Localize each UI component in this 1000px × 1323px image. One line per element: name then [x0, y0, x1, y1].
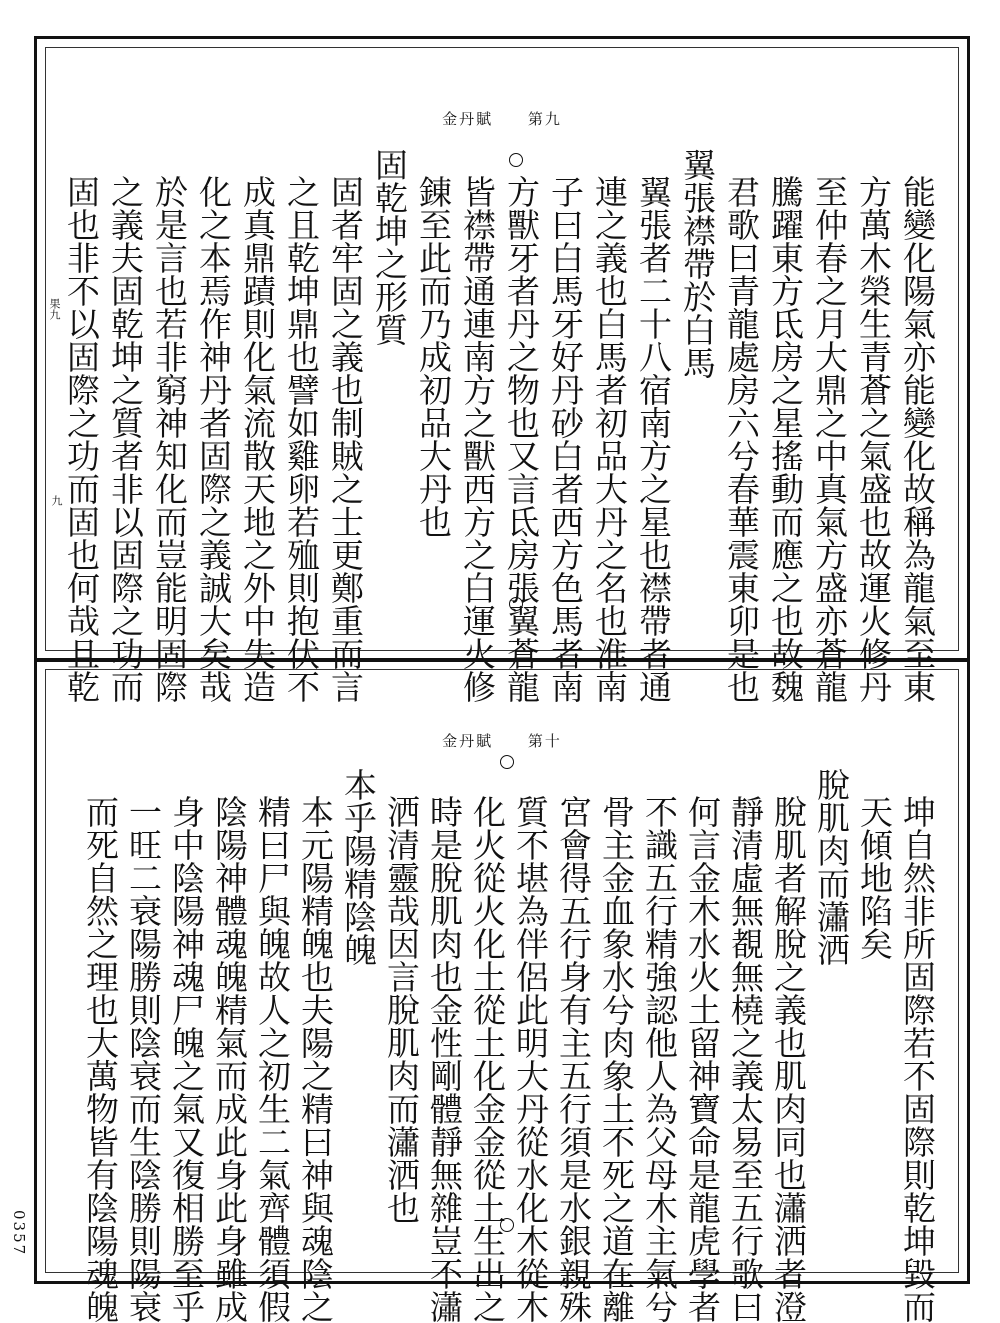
bottom-text-column: 一旺二衰陽勝則陰衰而生陰勝則陽衰: [124, 795, 163, 1323]
bottom-header-title: 金丹賦: [442, 732, 494, 750]
top-text-column: 能變化陽氣亦能變化故稱為龍氣至東: [898, 175, 937, 703]
bottom-text-column: 何言金木水火土留神寶命是龍虎學者: [683, 795, 722, 1323]
bottom-text-column: 而死自然之理也大萬物皆有陰陽魂魄: [81, 795, 120, 1323]
top-header-page: 第九: [527, 110, 562, 128]
top-text-column: 固者牢固之義也制賊之士更鄭重而言: [326, 175, 365, 703]
bottom-text-column: 身中陰陽神魂尸魄之氣又復相勝至乎: [167, 795, 206, 1323]
top-text-column: 於是言也若非窮神知化而豈能明固際: [150, 175, 189, 703]
top-text-column: 化之本焉作神丹者固際之義誠大矣哉: [194, 175, 233, 703]
top-text-column: 固也非不以固際之功而固也何哉且乾: [62, 175, 101, 703]
top-text-column: 皆襟帶通連南方之獸西方之白運火修: [458, 175, 497, 703]
top-text-column: 錬至此而乃成初品大丹也: [414, 175, 453, 538]
bottom-text-column: 不識五行精強認他人為父母木主氣兮: [640, 795, 679, 1323]
bottom-header-page: 第十: [527, 732, 562, 750]
bottom-text-column: 質不堪為伴侶此明大丹從水化木從木: [511, 795, 550, 1323]
bottom-text-column: 本元陽精魄也夫陽之精曰神與魂陰之: [296, 795, 335, 1323]
top-text-column: 之且乾坤鼎也譬如雞卵若殈則抱伏不: [282, 175, 321, 703]
bottom-text-column: 陰陽神體魂魄精氣而成此身此身雖成: [210, 795, 249, 1323]
top-text-column: 騰躍東方氐房之星搖動而應之也故魏: [766, 175, 805, 703]
top-header-title: 金丹賦: [442, 110, 494, 128]
bottom-text-column: 坤自然非所固際若不固際則乾坤毀而: [898, 795, 937, 1323]
bottom-text-column: 本乎陽精陰魄: [339, 768, 378, 966]
page-number: 0357: [10, 1210, 28, 1257]
top-text-column: 連之義也白馬者初品大丹之名也淮南: [590, 175, 629, 703]
bottom-text-column: 時是脫肌肉也金性剛體靜無雜豈不瀟: [425, 795, 464, 1323]
top-text-column: 君歌曰青龍處房六兮春華震東卯是也: [722, 175, 761, 703]
bottom-page-header: [46, 730, 958, 751]
top-text-column: 方萬木榮生青蒼之氣盛也故運火修丹: [854, 175, 893, 703]
column-marker-circle: [509, 153, 523, 167]
bottom-text-column: 化火從火化土從土化金金從土生出之: [468, 795, 507, 1323]
bottom-text-column: 洒清靈哉因言脫肌肉而瀟洒也: [382, 795, 421, 1224]
top-text-column: 翼張者二十八宿南方之星也襟帶者通: [634, 175, 673, 703]
bottom-text-column: 宮會得五行身有主五行須是水銀親殊: [554, 795, 593, 1323]
top-text-column: 固乾坤之形質: [370, 148, 409, 346]
top-text-column: 子曰白馬牙好丹砂白者西方色馬者南: [546, 175, 585, 703]
bottom-text-column: 骨主金血象水兮肉象土不死之道在離: [597, 795, 636, 1323]
top-text-column: 成真鼎蹟則化氣流散天地之外中失造: [238, 175, 277, 703]
column-marker-circle: [500, 755, 514, 769]
top-margin-note: 果九: [48, 298, 61, 320]
top-text-column: 翼張襟帶於白馬: [678, 148, 717, 379]
bottom-text-column: 脫肌者解脫之義也肌肉同也瀟洒者澄: [769, 795, 808, 1323]
top-margin-note-2: 九: [50, 495, 63, 506]
bottom-text-column: 精曰尸與魄故人之初生二氣齊體須假: [253, 795, 292, 1323]
top-page-header: [46, 108, 958, 129]
top-text-column: 至仲春之月大鼎之中真氣方盛亦蒼龍: [810, 175, 849, 703]
top-text-column: 之義夫固乾坤之質者非以固際之功而: [106, 175, 145, 703]
bottom-text-column: 天傾地陷矣: [855, 795, 894, 960]
top-text-column: 方獸牙者丹之物也又言氐房張翼蒼龍: [502, 175, 541, 703]
bottom-text-column: 脫肌肉而瀟洒: [812, 768, 851, 966]
bottom-text-column: 靜清虛無覩無橈之義太易至五行歌曰: [726, 795, 765, 1323]
